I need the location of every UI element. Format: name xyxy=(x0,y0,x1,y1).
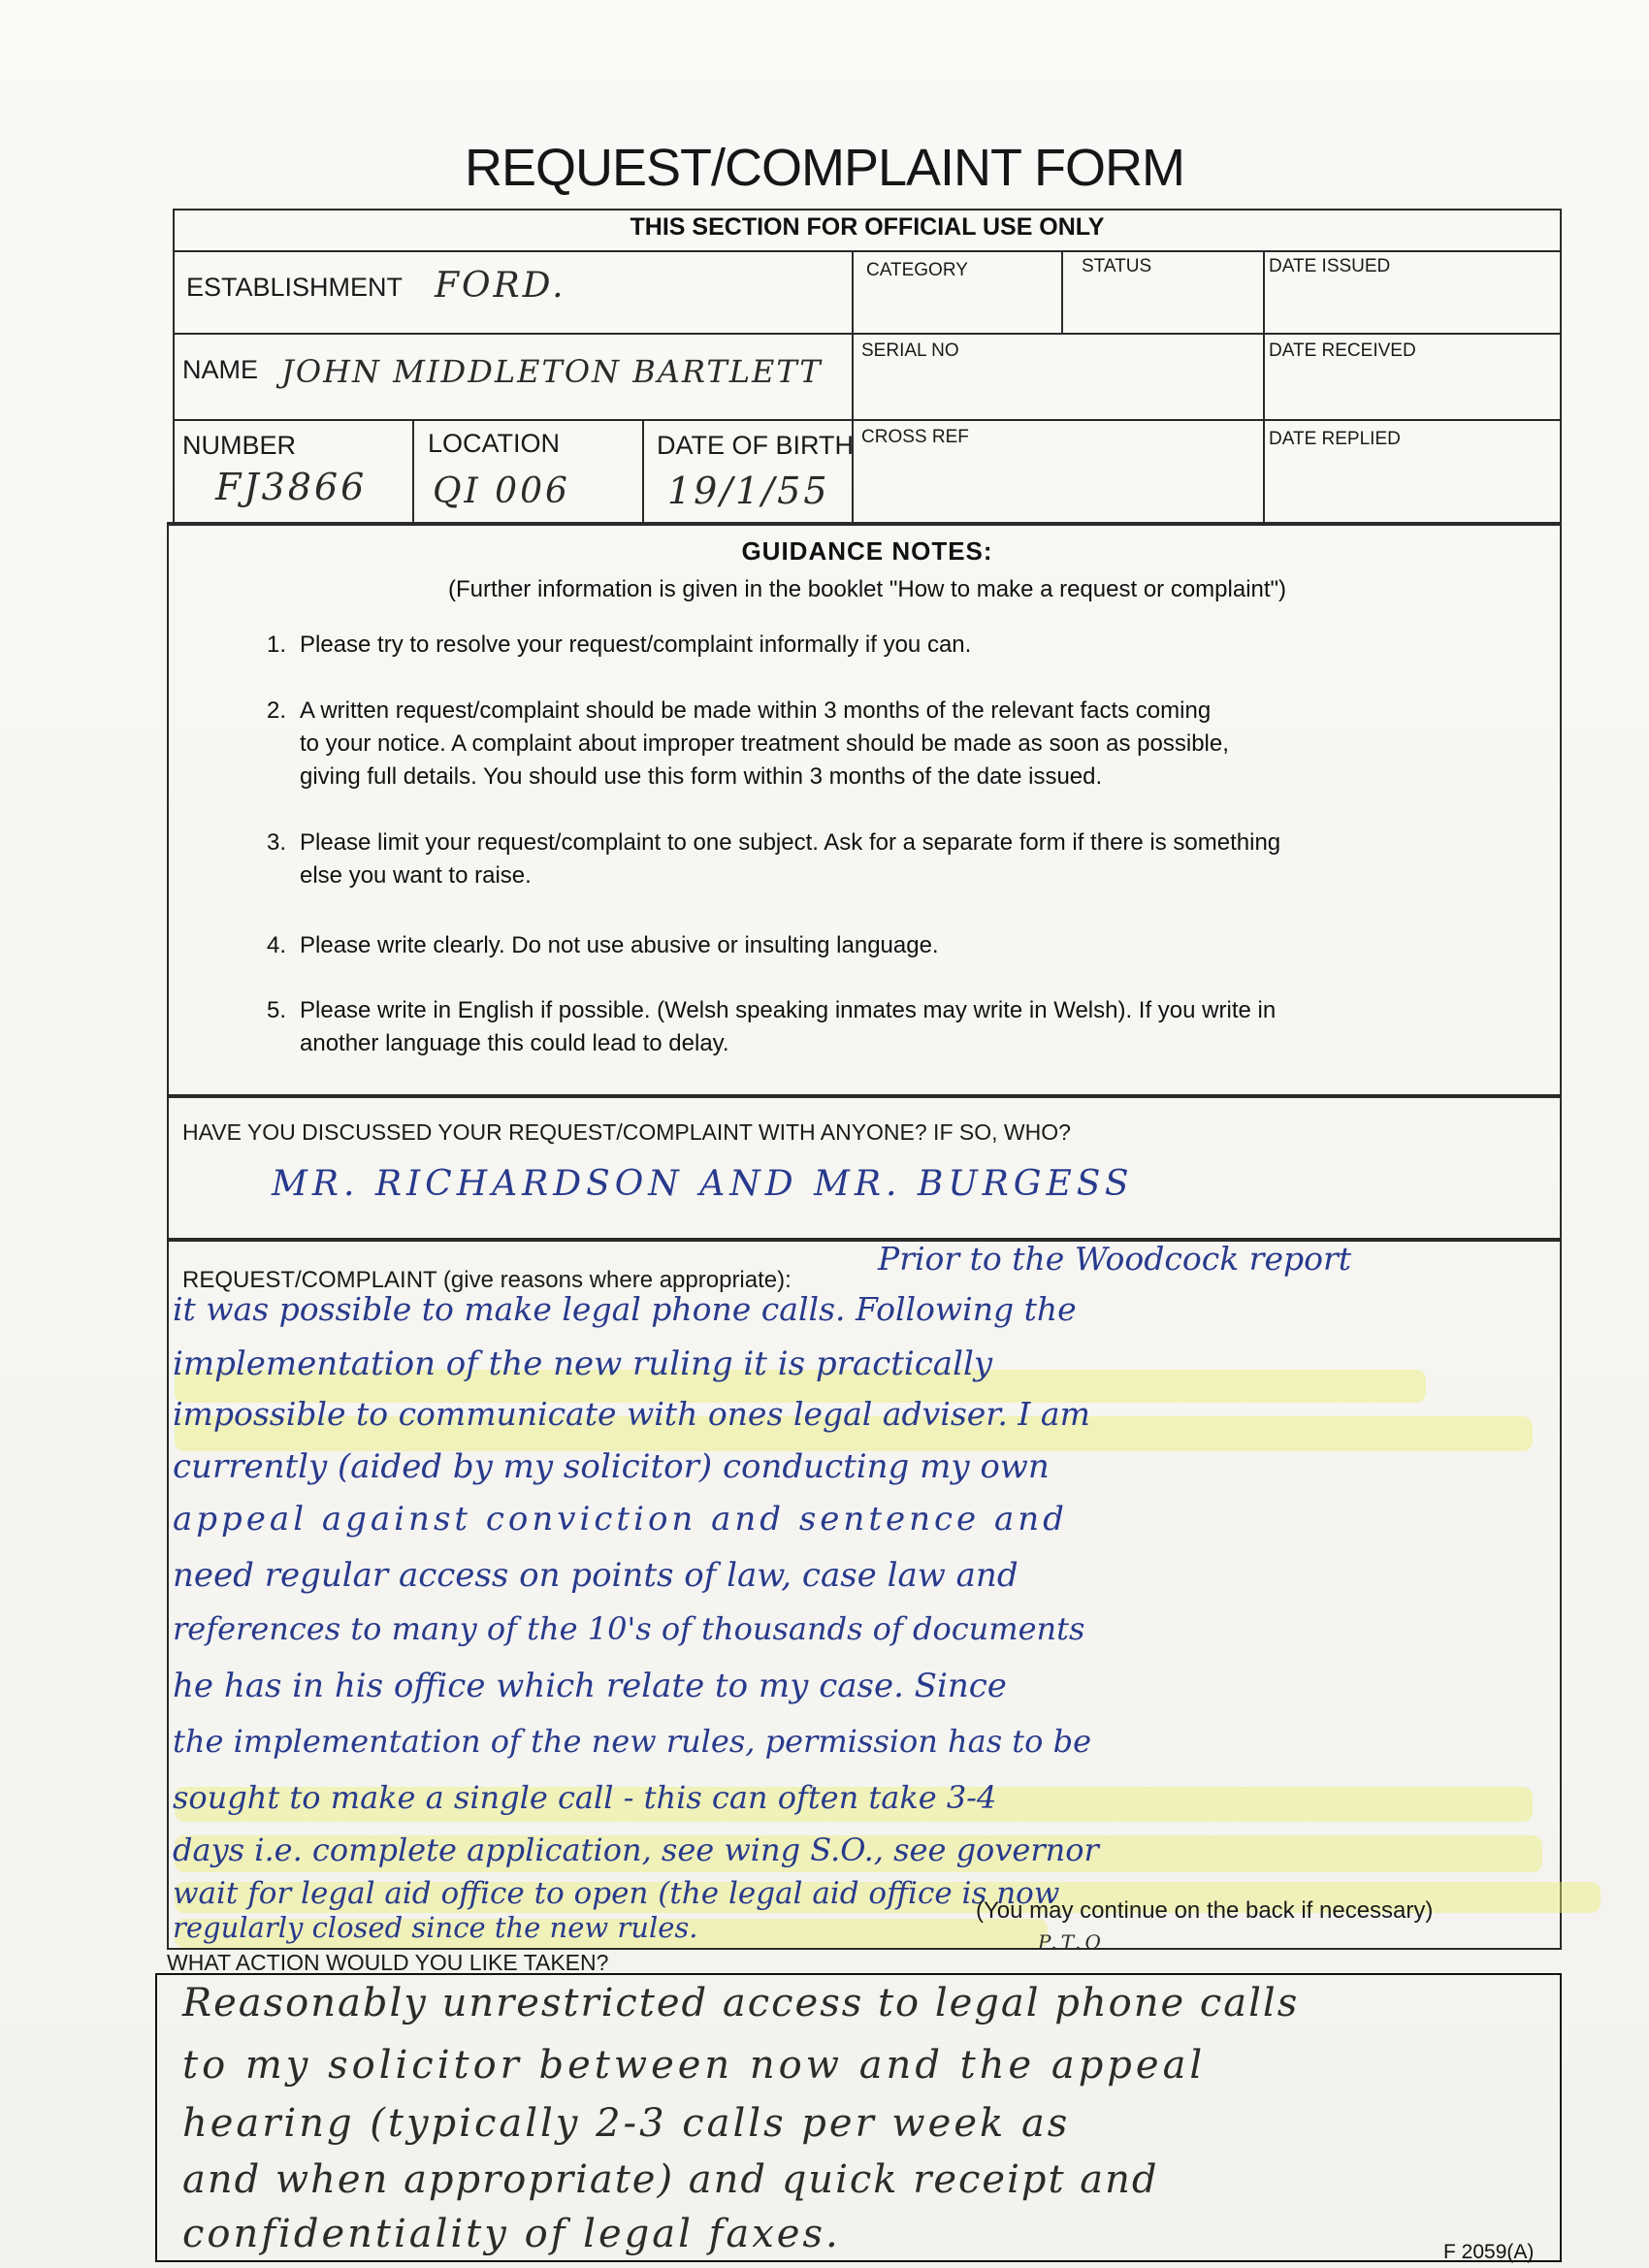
complaint-line: wait for legal aid office to open (the legal aid office is now xyxy=(173,1876,1060,1911)
form-title: REQUEST/COMPLAINT FORM xyxy=(464,139,1185,197)
complaint-line: implementation of the new ruling it is practically xyxy=(173,1345,993,1383)
complaint-line: impossible to communicate with ones legal adviser. I am xyxy=(173,1395,1090,1433)
location-value: QI 006 xyxy=(433,471,570,511)
complaint-line: references to many of the 10's of thousands of documents xyxy=(173,1610,1085,1647)
location-label: LOCATION xyxy=(428,429,561,458)
complaint-line: he has in his office which relate to my case. Since xyxy=(173,1667,1007,1705)
complaint-line: need regular access on points of law, case law and xyxy=(173,1556,1018,1595)
establishment-value: FORD. xyxy=(435,266,566,306)
serial-no-label: SERIAL NO xyxy=(861,340,959,361)
action-line: hearing (typically 2-3 calls per week as xyxy=(182,2101,1071,2146)
continue-note: (You may continue on the back if necessary) xyxy=(976,1897,1434,1924)
note-number: 4. xyxy=(267,932,287,958)
action-line: Reasonably unrestricted access to legal phone calls xyxy=(182,1981,1300,2025)
guidance-title: GUIDANCE NOTES: xyxy=(741,536,993,566)
name-label: NAME xyxy=(182,355,259,384)
discussed-answer: MR. RICHARDSON AND MR. BURGESS xyxy=(272,1164,1134,1204)
guidance-note-1 xyxy=(267,629,1440,662)
note-line: giving full details. You should use this form within 3 months of the date issued. xyxy=(300,763,1103,790)
guidance-note-5 xyxy=(267,994,1440,1060)
complaint-line: days i.e. complete application, see wing S.O., see governor xyxy=(173,1831,1099,1868)
date-received-label: DATE RECEIVED xyxy=(1269,340,1416,361)
dob-value: 19/1/55 xyxy=(667,470,830,512)
divider xyxy=(642,419,644,524)
complaint-line: Prior to the Woodcock report xyxy=(878,1240,1352,1278)
form-code: F 2059(A) xyxy=(1443,2241,1535,2263)
action-line: and when appropriate) and quick receipt and xyxy=(182,2157,1159,2202)
date-replied-label: DATE REPLIED xyxy=(1269,429,1401,449)
note-line: another language this could lead to delay. xyxy=(300,1030,729,1056)
note-number: 5. xyxy=(267,997,287,1023)
action-line: to my solicitor between now and the appeal xyxy=(182,2043,1207,2088)
note-number: 2. xyxy=(267,697,287,724)
note-line: Please try to resolve your request/complaint informally if you can. xyxy=(300,632,972,658)
guidance-note-2 xyxy=(267,695,1440,794)
number-label: NUMBER xyxy=(182,431,297,460)
note-line: Please write in English if possible. (Welsh speaking inmates may write in Welsh). If you write in xyxy=(300,997,1277,1023)
pto-note: P.T.O xyxy=(1038,1930,1105,1954)
dob-label: DATE OF BIRTH xyxy=(657,431,855,460)
note-line: Please write clearly. Do not use abusive or insulting language. xyxy=(300,932,939,958)
status-label: STATUS xyxy=(1082,256,1152,276)
category-label: CATEGORY xyxy=(866,260,968,280)
guidance-note-4 xyxy=(267,929,1440,962)
guidance-subtitle: (Further information is given in the booklet "How to make a request or complaint") xyxy=(447,576,1287,602)
divider xyxy=(412,419,414,524)
divider xyxy=(852,250,854,524)
establishment-label: ESTABLISHMENT xyxy=(186,273,404,302)
divider xyxy=(173,333,1562,335)
number-value: FJ3866 xyxy=(215,466,368,508)
cross-ref-label: CROSS REF xyxy=(861,427,969,447)
note-number: 3. xyxy=(267,829,287,856)
note-number: 1. xyxy=(267,632,287,658)
divider xyxy=(1263,250,1265,524)
action-line: confidentiality of legal faxes. xyxy=(182,2212,841,2256)
divider xyxy=(1061,250,1063,333)
discussed-question: HAVE YOU DISCUSSED YOUR REQUEST/COMPLAINT WITH ANYONE? IF SO, WHO? xyxy=(182,1119,1071,1145)
complaint-line: regularly closed since the new rules. xyxy=(173,1911,698,1944)
complaint-line: appeal against conviction and sentence and xyxy=(173,1500,1068,1539)
note-line: A written request/complaint should be made within 3 months of the relevant facts coming xyxy=(300,697,1212,724)
action-label: WHAT ACTION WOULD YOU LIKE TAKEN? xyxy=(167,1950,609,1975)
complaint-line: it was possible to make legal phone calls. Following the xyxy=(173,1290,1077,1328)
date-issued-label: DATE ISSUED xyxy=(1269,256,1391,276)
name-value: JOHN MIDDLETON BARTLETT xyxy=(281,353,823,390)
complaint-line: sought to make a single call - this can often take 3-4 xyxy=(173,1779,997,1816)
complaint-label: REQUEST/COMPLAINT (give reasons where appropriate): xyxy=(182,1267,792,1293)
divider xyxy=(173,250,1562,252)
note-line: else you want to raise. xyxy=(300,862,532,889)
complaint-line: currently (aided by my solicitor) conducting my own xyxy=(173,1447,1050,1486)
official-use-heading: THIS SECTION FOR OFFICIAL USE ONLY xyxy=(630,213,1105,241)
guidance-note-3 xyxy=(267,826,1440,892)
divider xyxy=(173,419,1562,421)
note-line: Please limit your request/complaint to one subject. Ask for a separate form if there is something xyxy=(300,829,1281,856)
complaint-line: the implementation of the new rules, permission has to be xyxy=(173,1723,1092,1760)
note-line: to your notice. A complaint about improper treatment should be made as soon as possible, xyxy=(300,730,1229,757)
